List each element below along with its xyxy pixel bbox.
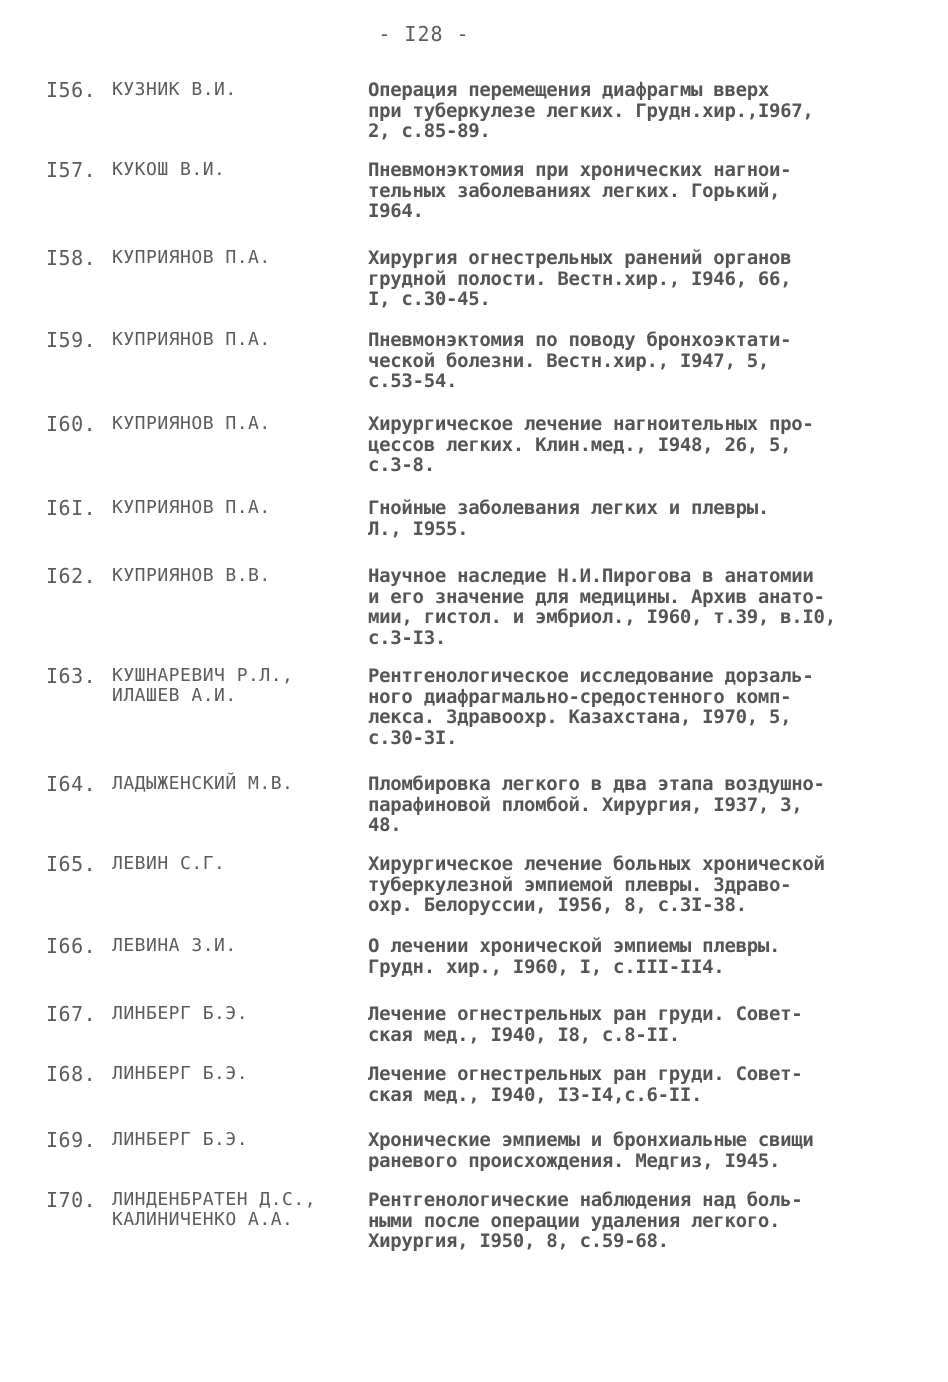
entry-reference	[368, 414, 928, 476]
reference-line: при туберкулезе легких. Грудн.хир.,I967,	[368, 99, 814, 122]
author-name: КУПРИЯНОВ В.В.	[112, 565, 271, 586]
entry-authors	[112, 1004, 362, 1024]
reference-line: Лечение огнестрельных ран груди. Совет-	[368, 1063, 803, 1085]
reference-line: Хирургическое лечение больных хронической	[368, 853, 825, 875]
entry-authors	[112, 160, 362, 180]
entry-authors	[112, 80, 362, 100]
entry-number: I58.	[46, 246, 97, 270]
author-name: КУЗНИК В.И.	[112, 79, 237, 100]
reference-line: Грудн. хир., I960, I, с.III-II4.	[368, 955, 725, 978]
entry-authors	[112, 498, 362, 518]
reference-line: Хронические эмпиемы и бронхиальные свищи	[368, 1129, 814, 1151]
reference-line: ного диафрагмально-средостенного комп-	[368, 685, 792, 708]
reference-line: парафиновой пломбой. Хирургия, I937, 3,	[368, 793, 803, 816]
reference-line: Пломбировка легкого в два этапа воздушно-	[368, 773, 825, 795]
entry-number: I66.	[46, 934, 97, 958]
reference-line: Гнойные заболевания легких и плевры.	[368, 497, 770, 519]
reference-line: грудной полости. Вестн.хир., I946, 66,	[368, 267, 792, 290]
entry-reference	[368, 854, 928, 916]
reference-line: Лечение огнестрельных ран груди. Совет-	[368, 1003, 803, 1025]
entry-number: I64.	[46, 772, 97, 796]
entry-number: I70.	[46, 1188, 97, 1212]
entry-authors	[112, 854, 362, 874]
entry-number: I68.	[46, 1062, 97, 1086]
author-name: КУПРИЯНОВ П.А.	[112, 247, 271, 268]
reference-line: с.3-I3.	[368, 626, 446, 649]
reference-line: I, с.30-45.	[368, 288, 491, 310]
entry-reference	[368, 666, 928, 748]
author-name: КУПРИЯНОВ П.А.	[112, 497, 271, 518]
entry-reference	[368, 248, 928, 310]
reference-line: Хирургия, I950, 8, с.59-68.	[368, 1230, 669, 1252]
reference-line: 48.	[368, 814, 402, 836]
entry-authors	[112, 666, 362, 706]
entry-number: I63.	[46, 664, 97, 688]
entry-authors	[112, 1130, 362, 1150]
entry-reference	[368, 1004, 928, 1045]
author-name: ЛИНБЕРГ Б.Э.	[112, 1003, 249, 1024]
entry-authors	[112, 330, 362, 350]
entry-reference	[368, 498, 928, 539]
reference-line: Л., I955.	[368, 517, 469, 540]
reference-line: и его значение для медицины. Архив анато-	[368, 585, 825, 608]
entry-reference	[368, 80, 928, 142]
entry-authors	[112, 936, 362, 956]
reference-line: I964.	[368, 200, 424, 222]
reference-line: раневого происхождения. Медгиз, I945.	[368, 1149, 781, 1172]
entry-authors	[112, 774, 362, 794]
reference-line: Пневмонэктомия при хронических нагнои-	[368, 159, 792, 181]
entry-number: I60.	[46, 412, 97, 436]
author-name: КУПРИЯНОВ П.А.	[112, 413, 271, 434]
reference-line: с.30-3I.	[368, 726, 458, 749]
page-number: - I28 -	[378, 22, 470, 46]
reference-line: Научное наследие Н.И.Пирогова в анатомии	[368, 565, 814, 587]
author-name: ЛИНБЕРГ Б.Э.	[112, 1129, 249, 1150]
entry-number: I62.	[46, 564, 97, 588]
entry-reference	[368, 1064, 928, 1105]
reference-line: Хирургическое лечение нагноительных про-	[368, 413, 814, 435]
reference-line: ными после операции удаления легкого.	[368, 1209, 781, 1232]
reference-line: ческой болезни. Вестн.хир., I947, 5,	[368, 349, 770, 372]
reference-line: цессов легких. Клин.мед., I948, 26, 5,	[368, 433, 792, 456]
entry-number: I57.	[46, 158, 97, 182]
author-name: КУШНАРЕВИЧ Р.Л.,	[112, 665, 294, 686]
author-name: ЛЕВИНА З.И.	[112, 935, 237, 956]
entry-reference	[368, 566, 928, 648]
entry-authors	[112, 566, 362, 586]
author-name: ИЛАШЕВ А.И.	[112, 685, 237, 706]
reference-line: лекса. Здравоохр. Казахстана, I970, 5,	[368, 706, 792, 728]
author-name: ЛИНДЕНБРАТЕН Д.С.,	[112, 1189, 317, 1210]
reference-line: Рентгенологические наблюдения над боль-	[368, 1189, 803, 1211]
author-name: ЛЕВИН С.Г.	[112, 853, 226, 874]
entry-authors	[112, 1064, 362, 1084]
entry-number: I65.	[46, 852, 97, 876]
entry-reference	[368, 774, 928, 836]
reference-line: О лечении хронической эмпиемы плевры.	[368, 935, 781, 957]
entry-authors	[112, 248, 362, 268]
author-name: КАЛИНИЧЕНКО А.А.	[112, 1209, 294, 1230]
entry-reference	[368, 1190, 928, 1252]
entry-reference	[368, 1130, 928, 1171]
reference-line: тельных заболеваниях легких. Горький,	[368, 179, 781, 202]
reference-line: ская мед., I940, I3-I4,с.6-II.	[368, 1083, 703, 1106]
entry-number: I67.	[46, 1002, 97, 1026]
entry-number: I59.	[46, 328, 97, 352]
author-name: КУКОШ В.И.	[112, 159, 226, 180]
reference-line: 2, с.85-89.	[368, 120, 491, 142]
reference-line: ская мед., I940, I8, с.8-II.	[368, 1023, 680, 1046]
reference-line: Рентгенологическое исследование дорзаль-	[368, 665, 814, 687]
entry-reference	[368, 160, 928, 222]
entry-number: I6I.	[46, 496, 97, 520]
reference-line: с.53-54.	[368, 370, 458, 392]
entry-number: I56.	[46, 78, 97, 102]
entry-number: I69.	[46, 1128, 97, 1152]
entry-authors	[112, 1190, 362, 1230]
author-name: ЛИНБЕРГ Б.Э.	[112, 1063, 249, 1084]
reference-line: Операция перемещения диафрагмы вверх	[368, 79, 770, 101]
author-name: КУПРИЯНОВ П.А.	[112, 329, 271, 350]
reference-line: Пневмонэктомия по поводу бронхоэктати-	[368, 329, 792, 351]
entry-authors	[112, 414, 362, 434]
reference-line: мии, гистол. и эмбриол., I960, т.39, в.I0,	[368, 606, 836, 628]
entry-reference	[368, 936, 928, 977]
author-name: ЛАДЫЖЕНСКИЙ М.В.	[112, 773, 294, 794]
reference-line: Хирургия огнестрельных ранений органов	[368, 247, 792, 269]
reference-line: охр. Белоруссии, I956, 8, с.3I-38.	[368, 894, 747, 916]
reference-line: туберкулезной эмпиемой плевры. Здраво-	[368, 873, 792, 896]
reference-line: с.3-8.	[368, 454, 435, 476]
entry-reference	[368, 330, 928, 392]
